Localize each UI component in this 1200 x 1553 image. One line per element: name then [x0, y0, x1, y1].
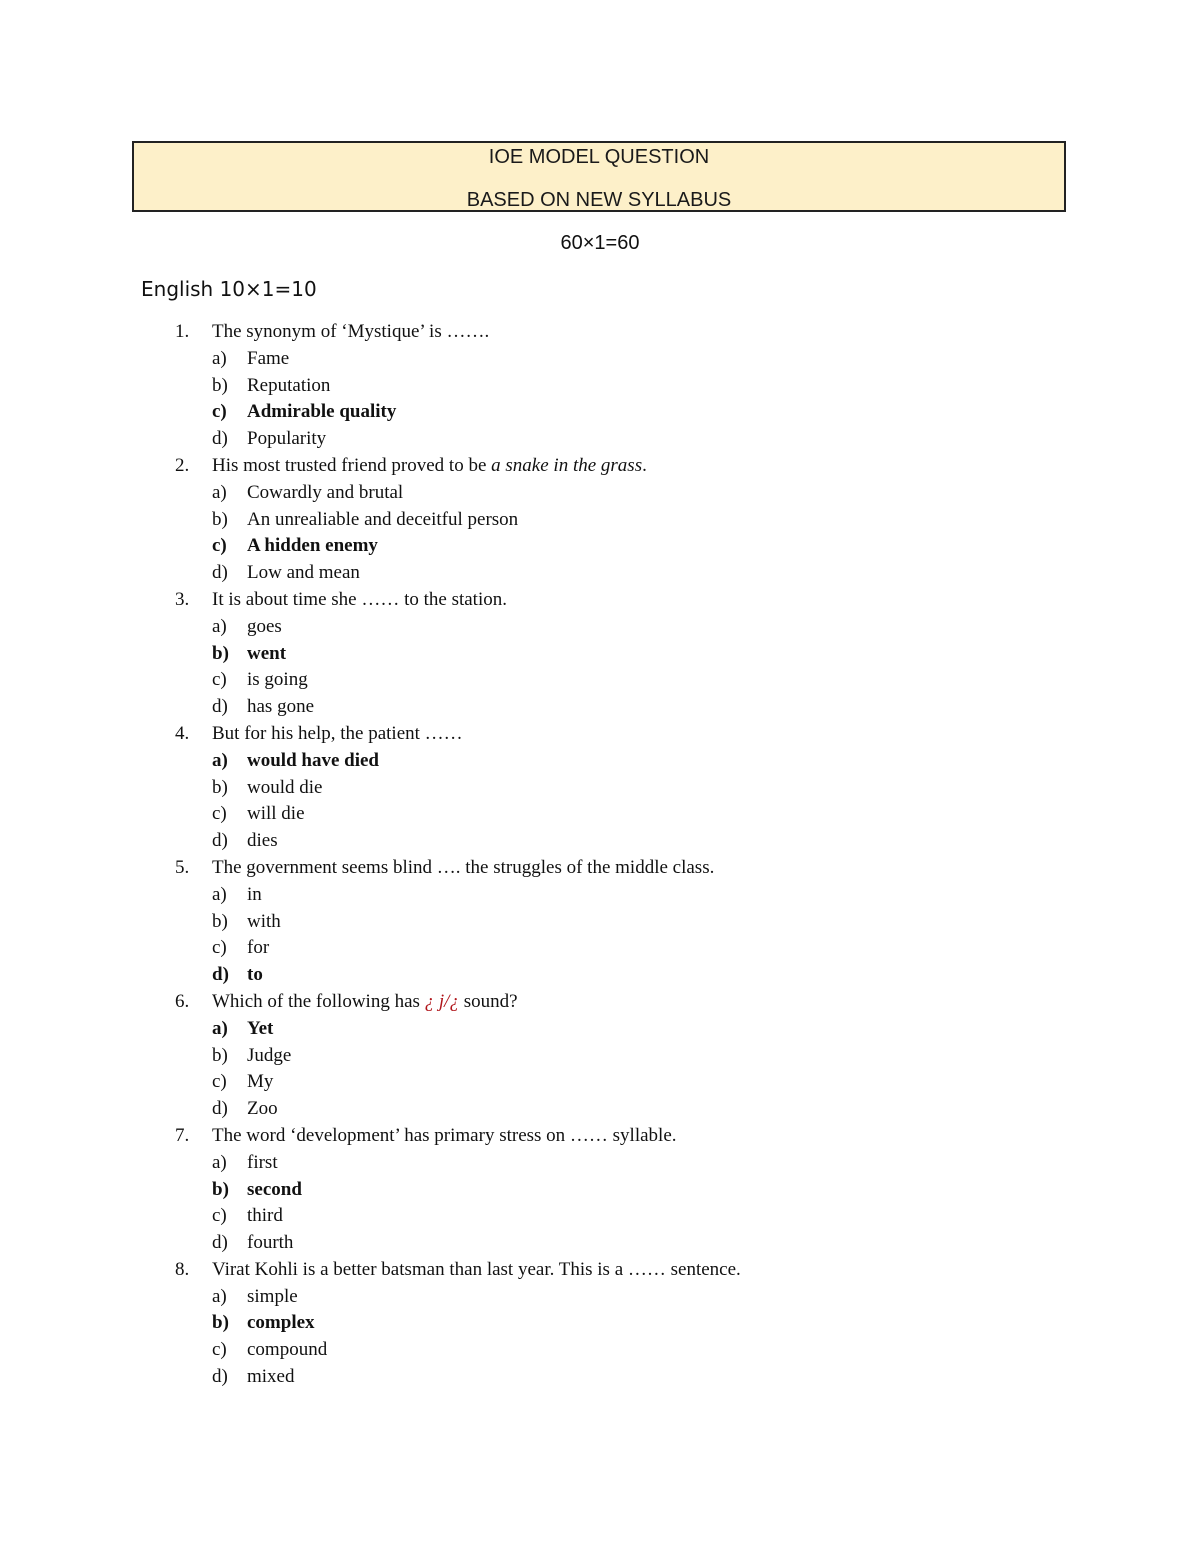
option-text: dies [247, 830, 278, 852]
option-label: d) [212, 1366, 228, 1388]
option [175, 614, 1075, 641]
option-label: a) [212, 615, 227, 637]
question-number: 3. [175, 588, 190, 610]
option-text: Judge [247, 1044, 292, 1066]
question-number: 7. [175, 1124, 190, 1146]
question-number: 8. [175, 1258, 190, 1280]
total-marks: 60×1=60 [560, 232, 640, 254]
question-text-start: Which of the following has [212, 990, 425, 1012]
option [175, 1203, 1075, 1230]
question-text-start: His most trusted friend proved to be [212, 454, 492, 476]
question-number: 2. [175, 454, 190, 476]
option-text: is going [247, 669, 308, 691]
option-correct [175, 748, 1075, 775]
option-label: b) [212, 508, 228, 530]
question-text: The government seems blind …. the struggles of the middle class. [212, 856, 715, 878]
option-label: b) [212, 910, 228, 932]
option [175, 1069, 1075, 1096]
question-3 [175, 587, 1075, 614]
question-number: 5. [175, 856, 190, 878]
question-text: It is about time she …… to the station. [212, 588, 507, 610]
question-8 [175, 1257, 1075, 1284]
option-text: to [247, 964, 263, 986]
option-label: b) [212, 374, 228, 396]
option-text: fourth [247, 1232, 294, 1254]
header-title: IOE MODEL QUESTION [488, 146, 710, 168]
option-text: first [247, 1151, 278, 1173]
option [175, 560, 1075, 587]
idiom-phrase: a snake in the grass [491, 454, 643, 476]
option-label: a) [212, 749, 228, 771]
option [175, 1096, 1075, 1123]
option-text: would have died [247, 749, 379, 771]
option [175, 882, 1075, 909]
option-text: Low and mean [247, 562, 360, 584]
option-correct [175, 962, 1075, 989]
option [175, 828, 1075, 855]
option-label: d) [212, 964, 229, 986]
option-text: Zoo [247, 1098, 278, 1120]
option [175, 694, 1075, 721]
option-label: c) [212, 1339, 227, 1361]
option-text: Popularity [247, 428, 327, 450]
option-text: Yet [247, 1017, 274, 1039]
option-text: An unrealiable and deceitful person [247, 508, 519, 530]
option-text: with [247, 910, 281, 932]
option-text: Fame [247, 347, 290, 369]
option [175, 373, 1075, 400]
option [175, 935, 1075, 962]
question-number: 4. [175, 722, 190, 744]
header-box [132, 141, 1066, 212]
option-text: in [247, 883, 262, 905]
option-label: b) [212, 776, 228, 798]
option-text: third [247, 1205, 283, 1227]
option-text: has gone [247, 696, 315, 718]
option-text: mixed [247, 1366, 295, 1388]
option [175, 507, 1075, 534]
option-label: c) [212, 535, 227, 557]
option-label: a) [212, 1017, 228, 1039]
option-correct [175, 533, 1075, 560]
question-text: But for his help, the patient …… [212, 722, 463, 744]
option-label: a) [212, 481, 227, 503]
option [175, 1150, 1075, 1177]
option-label: a) [212, 1285, 227, 1307]
option-text: complex [247, 1312, 315, 1334]
option-correct [175, 1310, 1075, 1337]
option-label: c) [212, 1205, 227, 1227]
question-6 [175, 989, 1075, 1016]
option-label: c) [212, 937, 227, 959]
option [175, 1337, 1075, 1364]
option-text: compound [247, 1339, 328, 1361]
option-label: b) [212, 642, 229, 664]
question-list [175, 319, 1075, 1391]
option-label: d) [212, 428, 228, 450]
option-text: My [247, 1071, 274, 1093]
option-label: c) [212, 1071, 227, 1093]
option-correct [175, 641, 1075, 668]
option-text: will die [247, 803, 305, 825]
option-correct [175, 1177, 1075, 1204]
question-2 [175, 453, 1075, 480]
option-label: c) [212, 401, 227, 423]
option [175, 426, 1075, 453]
option [175, 909, 1075, 936]
option-text: Reputation [247, 374, 331, 396]
option-label: d) [212, 830, 228, 852]
option [175, 1364, 1075, 1391]
option-label: b) [212, 1178, 229, 1200]
option-correct [175, 399, 1075, 426]
option-text: goes [247, 615, 282, 637]
option [175, 667, 1075, 694]
option-label: d) [212, 562, 228, 584]
option-label: b) [212, 1044, 228, 1066]
question-number: 1. [175, 321, 190, 342]
option-label: d) [212, 1098, 228, 1120]
option [175, 480, 1075, 507]
option-text: went [247, 642, 287, 664]
question-text: The word ‘development’ has primary stress on …… syllable. [212, 1124, 677, 1146]
option-text: Cowardly and brutal [247, 481, 404, 503]
question-1 [175, 319, 1075, 346]
option-text: Admirable quality [247, 401, 397, 423]
option [175, 801, 1075, 828]
option [175, 346, 1075, 373]
option [175, 775, 1075, 802]
option-label: c) [212, 669, 227, 691]
option [175, 1043, 1075, 1070]
question-number: 6. [175, 990, 190, 1012]
option-label: a) [212, 347, 227, 369]
option [175, 1284, 1075, 1311]
question-7 [175, 1123, 1075, 1150]
question-5 [175, 855, 1075, 882]
question-text [212, 989, 518, 1016]
option-label: c) [212, 803, 227, 825]
section-heading: English 10×1=10 [141, 277, 317, 301]
option-text: for [247, 937, 270, 959]
option-label: a) [212, 1151, 227, 1173]
question-text: Virat Kohli is a better batsman than last year. This is a …… sentence. [212, 1258, 741, 1280]
option-text: simple [247, 1285, 298, 1307]
question-text-end: . [642, 454, 647, 476]
option-text: would die [247, 776, 323, 798]
option-correct [175, 1016, 1075, 1043]
question-text-end: sound? [458, 990, 518, 1012]
option-text: second [247, 1178, 302, 1200]
ipa-symbol: ¿ j/¿ [424, 990, 459, 1012]
option-label: a) [212, 883, 227, 905]
question-text: The synonym of ‘Mystique’ is ……. [212, 321, 490, 342]
option-text: A hidden enemy [247, 535, 378, 557]
option-label: b) [212, 1312, 229, 1334]
question-text [212, 453, 647, 480]
header-subtitle: BASED ON NEW SYLLABUS [466, 189, 732, 211]
option [175, 1230, 1075, 1257]
option-label: d) [212, 696, 228, 718]
question-4 [175, 721, 1075, 748]
option-label: d) [212, 1232, 228, 1254]
